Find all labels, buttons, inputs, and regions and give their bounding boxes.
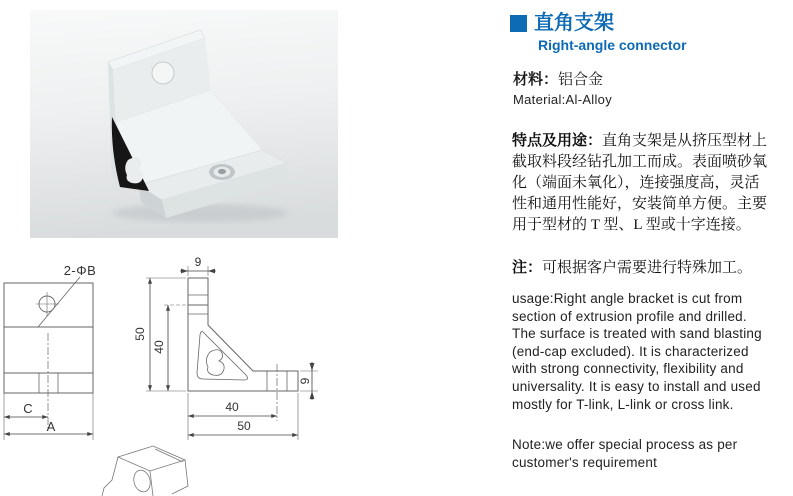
features-label: 特点及用途： <box>512 132 603 149</box>
technical-drawing <box>0 250 340 496</box>
material-value-cn: 铝合金 <box>558 72 604 88</box>
features-line: 化（端面未氧化），连接强度高，灵活 <box>512 175 760 191</box>
side-dim-base40-label: 40 <box>225 400 239 414</box>
hole-leader-line <box>38 277 80 327</box>
usage-line: (end-cap excluded). It is characterized <box>512 343 749 359</box>
side-dim-flange9-label: 9 <box>298 377 312 385</box>
side-dim-40-label: 40 <box>152 340 166 354</box>
features-line: 用于型材的 T 型、L 型或十字连接。 <box>512 217 751 233</box>
front-hole-dim-label: 2-ΦB <box>63 263 97 278</box>
front-view-drawing <box>4 277 93 440</box>
gusset-slot-cutout <box>206 350 224 376</box>
front-dim-c-label: C <box>23 401 33 416</box>
front-dim-a-label: A <box>46 419 56 434</box>
features-line: 性和通用性能好，安装简单方便。主要 <box>512 196 768 212</box>
profile-slot-cutout <box>125 157 143 183</box>
material-line-en: Material:Al-Alloy <box>513 92 613 107</box>
usage-line: section of extrusion profile and drilled. <box>512 308 747 324</box>
page-title-en: Right-angle connector <box>538 37 687 53</box>
usage-line: with strong connectivity, flexibility and <box>512 361 744 377</box>
product-photo <box>30 10 338 238</box>
usage-line: usage:Right angle bracket is cut from <box>512 291 743 306</box>
remark-line: 注：可根据客户需要进行特殊加工。 <box>512 259 753 276</box>
side-dim-base50-label: 50 <box>237 419 251 433</box>
bracket-top-hole <box>152 62 174 84</box>
side-dim-50-label: 50 <box>133 327 147 341</box>
side-dim-top-label: 9 <box>194 255 202 269</box>
section-header <box>510 13 614 33</box>
note-line: Note:we offer special process as per <box>512 437 738 452</box>
remark-label: 注： <box>512 259 543 276</box>
usage-line: universality. It is easy to install and used <box>512 378 761 394</box>
features-line: 截取料段经钻孔加工而成。表面喷砂氧 <box>512 154 768 170</box>
usage-paragraph <box>512 290 793 413</box>
note-paragraph <box>512 436 793 471</box>
features-line: 特点及用途：直角支架是从挤压型材上 <box>512 132 768 149</box>
material-line-cn <box>513 70 603 90</box>
note-line: customer's requirement <box>512 454 658 470</box>
usage-line: mostly for T-link, L-link or cross link. <box>512 396 734 412</box>
features-paragraph <box>512 130 792 236</box>
page-title-cn: 直角支架 <box>534 12 614 34</box>
isometric-view-drawing <box>102 446 188 496</box>
usage-line: The surface is treated with sand blasting <box>512 326 762 342</box>
material-label-cn: 材料： <box>513 71 559 88</box>
blue-square-bullet-icon <box>510 15 527 32</box>
